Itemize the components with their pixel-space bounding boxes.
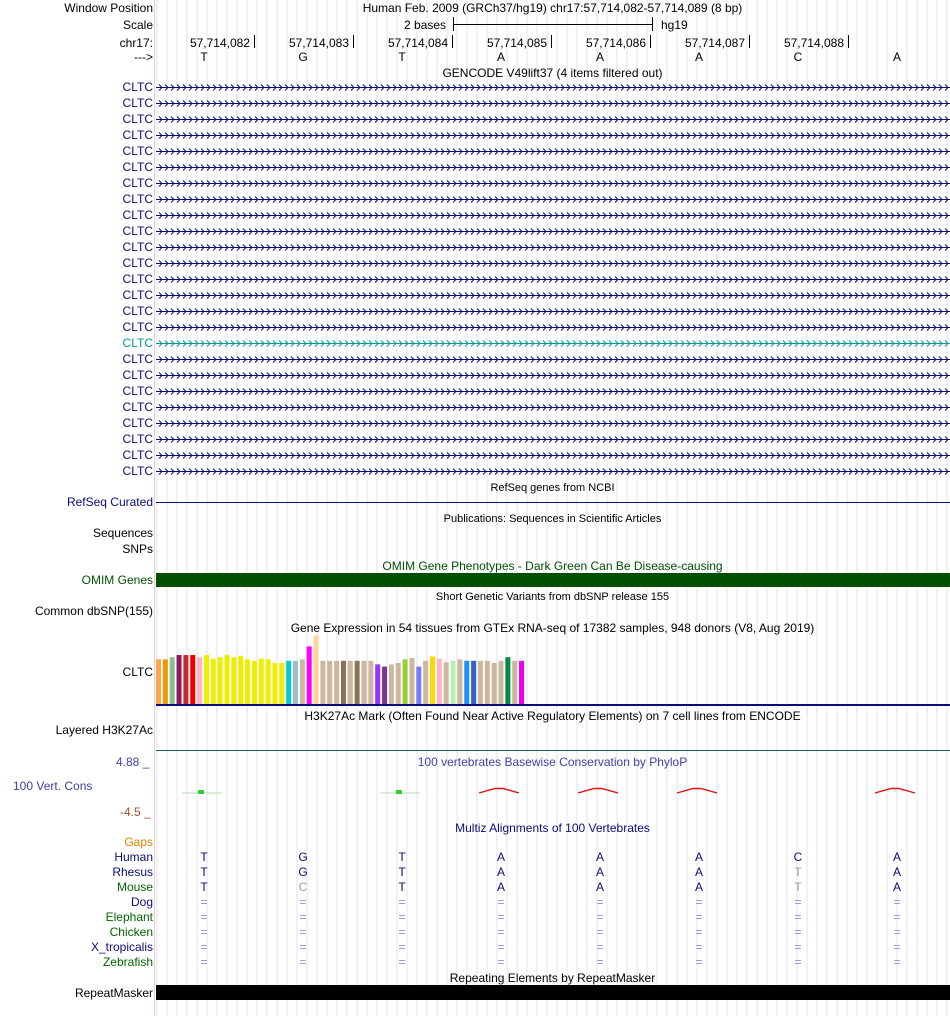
multiz-base: = — [596, 955, 604, 969]
gencode-transcript-line[interactable] — [156, 355, 950, 364]
multiz-base: = — [497, 940, 505, 954]
base-letter: A — [595, 50, 604, 64]
phylop-positive-mark — [396, 790, 402, 794]
multiz-base: = — [596, 940, 604, 954]
phylop-track-title[interactable]: 100 vertebrates Basewise Conservation by PhyloP — [417, 755, 688, 769]
ruler-position-label: 57,714,085 — [486, 36, 547, 50]
gencode-item-label[interactable]: CLTC — [122, 128, 153, 142]
gtex-tissue-bar — [485, 661, 490, 704]
omim-label[interactable]: OMIM Genes — [81, 573, 153, 587]
dbsnp-label[interactable]: Common dbSNP(155) — [34, 604, 153, 618]
multiz-base: = — [200, 910, 208, 924]
multiz-base: = — [398, 940, 406, 954]
gtex-tissue-bar — [505, 657, 510, 704]
multiz-base: T — [794, 880, 802, 894]
gencode-item-label[interactable]: CLTC — [122, 416, 153, 430]
gencode-transcript-line[interactable] — [156, 371, 950, 380]
gtex-tissue-bar — [272, 663, 277, 704]
multiz-base: A — [892, 850, 901, 864]
gtex-tissue-bar — [389, 664, 394, 704]
gencode-item-label[interactable]: CLTC — [122, 464, 153, 478]
gtex-tissue-bar — [423, 661, 428, 704]
multiz-base: = — [596, 910, 604, 924]
multiz-base: T — [398, 880, 406, 894]
ruler-tick — [353, 35, 354, 48]
gencode-transcript-line[interactable] — [156, 99, 950, 108]
gencode-item-label[interactable]: CLTC — [122, 144, 153, 158]
gtex-tissue-bar — [307, 646, 312, 704]
multiz-base: A — [496, 865, 505, 879]
gencode-transcript-line[interactable] — [156, 147, 950, 156]
gtex-tissue-bar — [444, 662, 449, 704]
base-letter: A — [496, 50, 505, 64]
base-letter: T — [398, 50, 406, 64]
multiz-base: = — [794, 895, 802, 909]
multiz-base: = — [299, 925, 307, 939]
gtex-tissue-bar — [409, 658, 414, 704]
multiz-base: = — [794, 910, 802, 924]
multiz-base: T — [200, 865, 208, 879]
gtex-tissue-bar — [368, 661, 373, 704]
gtex-tissue-bar — [457, 659, 462, 704]
multiz-base: A — [595, 865, 604, 879]
multiz-base: A — [694, 880, 703, 894]
multiz-species-label[interactable]: Elephant — [105, 910, 153, 924]
multiz-base: A — [496, 880, 505, 894]
base-letter: G — [298, 50, 308, 64]
gencode-transcript-line[interactable] — [156, 403, 950, 412]
ruler-tick — [749, 35, 750, 48]
gencode-transcript-line[interactable] — [156, 451, 950, 460]
phylop-negative-mark — [677, 789, 717, 794]
gtex-tissue-bar — [314, 636, 319, 704]
multiz-base: T — [398, 865, 406, 879]
gencode-track-title[interactable]: GENCODE V49lift37 (4 items filtered out) — [442, 66, 663, 80]
strand-label: ---> — [134, 50, 153, 64]
window-position-label: Window Position — [64, 1, 153, 15]
gencode-transcript-line[interactable] — [156, 435, 950, 444]
phylop-max-label: 4.88 _ — [116, 755, 150, 769]
ruler-position-label: 57,714,084 — [387, 36, 448, 50]
multiz-track-title[interactable]: Multiz Alignments of 100 Vertebrates — [455, 821, 650, 835]
gencode-item-label[interactable]: CLTC — [122, 320, 153, 334]
gencode-item-label[interactable]: CLTC — [122, 432, 153, 446]
multiz-base: T — [200, 850, 208, 864]
gtex-tissue-bar — [382, 667, 387, 704]
multiz-base: = — [497, 955, 505, 969]
multiz-base: A — [694, 865, 703, 879]
multiz-species-label[interactable]: Human — [114, 850, 153, 864]
phylop-label[interactable]: 100 Vert. Cons — [13, 779, 93, 793]
multiz-base: = — [200, 955, 208, 969]
base-letter: A — [694, 50, 703, 64]
gencode-item-label[interactable]: CLTC — [122, 224, 153, 238]
label-column-border — [154, 0, 155, 1016]
gtex-tissue-bar — [492, 663, 497, 704]
scale-label: Scale — [122, 18, 153, 32]
multiz-species-label[interactable]: Zebrafish — [102, 955, 153, 969]
multiz-base: = — [893, 895, 901, 909]
gencode-item-label[interactable]: CLTC — [122, 272, 153, 286]
publications-snps-label[interactable]: SNPs — [122, 542, 153, 556]
gtex-tissue-bar — [293, 661, 298, 704]
gtex-tissue-bar — [320, 661, 325, 704]
multiz-species-label[interactable]: Mouse — [116, 880, 153, 894]
multiz-base: A — [694, 850, 703, 864]
dbsnp-track-title[interactable]: Short Genetic Variants from dbSNP release 155 — [435, 591, 670, 603]
gencode-transcript-line[interactable] — [156, 291, 950, 300]
refseq-track-title[interactable]: RefSeq genes from NCBI — [490, 482, 615, 494]
gencode-item-label[interactable]: CLTC — [122, 352, 153, 366]
multiz-species-label[interactable]: Dog — [130, 895, 153, 909]
phylop-positive-mark — [198, 790, 204, 794]
gencode-transcript-line[interactable] — [156, 275, 950, 284]
gtex-expression-bars[interactable] — [0, 630, 950, 710]
gtex-tissue-bar — [396, 663, 401, 704]
gencode-item-label[interactable]: CLTC — [122, 240, 153, 254]
multiz-base: = — [200, 940, 208, 954]
chrom-label: chr17: — [119, 36, 153, 50]
gtex-tissue-bar — [334, 661, 339, 704]
gencode-item-label[interactable]: CLTC — [122, 368, 153, 382]
multiz-base: G — [298, 850, 308, 864]
gencode-transcript-line[interactable] — [156, 163, 950, 172]
multiz-species-label[interactable]: Chicken — [109, 925, 153, 939]
multiz-base: = — [794, 925, 802, 939]
gencode-item-label[interactable]: CLTC — [122, 176, 153, 190]
gencode-item-label[interactable]: CLTC — [122, 112, 153, 126]
multiz-base: = — [200, 895, 208, 909]
multiz-base: A — [595, 850, 604, 864]
multiz-base: G — [298, 865, 308, 879]
ruler-position-label: 57,714,083 — [288, 36, 349, 50]
ruler-tick — [452, 35, 453, 48]
gencode-transcript-line[interactable] — [156, 195, 950, 204]
gtex-tissue-bar — [156, 659, 161, 704]
h3k27ac-label[interactable]: Layered H3K27Ac — [55, 723, 153, 737]
gtex-tissue-bar — [252, 661, 257, 704]
scale-bar-left-tick — [453, 17, 454, 31]
publications-track-title[interactable]: Publications: Sequences in Scientific Articles — [443, 513, 662, 525]
multiz-species-label[interactable]: Rhesus — [112, 865, 153, 879]
gtex-tissue-bar — [362, 661, 367, 704]
gtex-tissue-bar — [190, 655, 195, 704]
gencode-transcript-line[interactable] — [156, 115, 950, 124]
gtex-tissue-bar — [183, 655, 188, 704]
multiz-base: A — [496, 850, 505, 864]
gencode-transcript-line[interactable] — [156, 211, 950, 220]
multiz-base: = — [596, 895, 604, 909]
gencode-transcript-line[interactable] — [156, 131, 950, 140]
multiz-base: = — [695, 895, 703, 909]
gencode-transcript-line[interactable] — [156, 467, 950, 476]
gtex-track-title[interactable]: Gene Expression in 54 tissues from GTEx RNA-seq of 17382 samples, 948 donors (V8, Aug 2019) — [290, 621, 815, 635]
multiz-base: = — [794, 940, 802, 954]
multiz-base: = — [299, 910, 307, 924]
multiz-base: = — [893, 910, 901, 924]
multiz-base: = — [299, 940, 307, 954]
gencode-transcript-line[interactable] — [156, 387, 950, 396]
gtex-tissue-bar — [300, 659, 305, 704]
gtex-tissue-bar — [416, 667, 421, 704]
gtex-gene-line — [156, 704, 950, 706]
multiz-base: = — [398, 955, 406, 969]
gtex-tissue-bar — [375, 664, 380, 704]
multiz-base: = — [398, 910, 406, 924]
gtex-tissue-bar — [512, 661, 517, 704]
gtex-tissue-bar — [286, 661, 291, 704]
multiz-base: A — [892, 865, 901, 879]
multiz-base: = — [695, 910, 703, 924]
base-letter: C — [793, 50, 803, 64]
gtex-tissue-bar — [266, 659, 271, 704]
ruler-tick — [254, 35, 255, 48]
gencode-item-label[interactable]: CLTC — [122, 96, 153, 110]
gencode-item-label[interactable]: CLTC — [122, 192, 153, 206]
multiz-base: T — [794, 865, 802, 879]
gtex-tissue-bar — [499, 661, 504, 704]
gencode-item-label[interactable]: CLTC — [122, 160, 153, 174]
omim-gene-bar[interactable] — [156, 573, 950, 587]
gtex-tissue-bar — [478, 661, 483, 704]
ruler-tick — [551, 35, 552, 48]
multiz-base: = — [398, 895, 406, 909]
ruler-position-label: 57,714,082 — [189, 36, 250, 50]
phylop-min-label: -4.5 _ — [120, 805, 151, 819]
gencode-item-label[interactable]: CLTC — [122, 208, 153, 222]
gtex-tissue-bar — [451, 661, 456, 704]
gencode-item-label[interactable]: CLTC — [122, 384, 153, 398]
multiz-base: A — [595, 880, 604, 894]
gencode-item-label[interactable]: CLTC — [122, 448, 153, 462]
gencode-transcript-line[interactable] — [156, 83, 950, 92]
multiz-base: = — [497, 895, 505, 909]
gencode-transcript-line[interactable] — [156, 227, 950, 236]
multiz-base: = — [398, 925, 406, 939]
gencode-item-label[interactable]: CLTC — [122, 304, 153, 318]
phylop-negative-mark — [578, 789, 618, 794]
gencode-transcript-line[interactable] — [156, 323, 950, 332]
publications-sequences-label[interactable]: Sequences — [92, 526, 153, 540]
gtex-tissue-bar — [218, 657, 223, 704]
ruler-tick — [848, 35, 849, 48]
h3k27ac-track-title[interactable]: H3K27Ac Mark (Often Found Near Active Regulatory Elements) on 7 cell lines from ENCODE — [304, 709, 801, 723]
multiz-base: = — [497, 910, 505, 924]
gencode-item-label[interactable]: CLTC — [122, 80, 153, 94]
multiz-base: = — [893, 925, 901, 939]
multiz-base: A — [892, 880, 901, 894]
repeatmasker-track-title[interactable]: Repeating Elements by RepeatMasker — [449, 971, 656, 985]
gtex-tissue-bar — [204, 655, 209, 704]
scale-db-label: hg19 — [661, 18, 688, 32]
repeatmasker-label[interactable]: RepeatMasker — [74, 986, 153, 1000]
multiz-base: = — [893, 940, 901, 954]
gtex-tissue-bar — [403, 659, 408, 704]
multiz-base: = — [695, 925, 703, 939]
gtex-tissue-bar — [163, 659, 168, 704]
gtex-tissue-bar — [211, 659, 216, 704]
ruler-tick — [650, 35, 651, 48]
multiz-base: = — [497, 925, 505, 939]
phylop-plot[interactable] — [0, 760, 950, 820]
gtex-tissue-bar — [327, 661, 332, 704]
ruler-position-label: 57,714,088 — [783, 36, 844, 50]
phylop-negative-mark — [479, 789, 519, 794]
gencode-item-label[interactable]: CLTC — [122, 336, 153, 350]
gtex-tissue-bar — [197, 657, 202, 704]
scale-bases-label: 2 bases — [404, 18, 447, 32]
gencode-transcript-line[interactable] — [156, 339, 950, 348]
multiz-base: = — [695, 940, 703, 954]
multiz-base: C — [793, 850, 803, 864]
gtex-tissue-bar — [225, 655, 230, 704]
gtex-tissue-bar — [519, 661, 524, 704]
multiz-base: = — [893, 955, 901, 969]
scale-bar — [453, 24, 652, 25]
gtex-tissue-bar — [471, 661, 476, 704]
multiz-base: = — [794, 955, 802, 969]
gencode-transcript-line[interactable] — [156, 419, 950, 428]
multiz-species-label[interactable]: X_tropicalis — [90, 940, 153, 954]
assembly-title: Human Feb. 2009 (GRCh37/hg19) chr17:57,714,082-57,714,089 (8 bp) — [362, 1, 743, 15]
multiz-base: = — [695, 955, 703, 969]
multiz-base: T — [200, 880, 208, 894]
multiz-gaps-label[interactable]: Gaps — [124, 835, 153, 849]
omim-track-title[interactable]: OMIM Gene Phenotypes - Dark Green Can Be Disease-causing — [382, 559, 723, 573]
multiz-base: C — [298, 880, 308, 894]
gencode-transcript-line[interactable] — [156, 243, 950, 252]
gtex-tissue-bar — [245, 659, 250, 704]
gtex-tissue-bar — [279, 663, 284, 704]
gencode-transcript-line[interactable] — [156, 259, 950, 268]
gencode-item-label[interactable]: CLTC — [122, 256, 153, 270]
base-letter: T — [200, 50, 208, 64]
base-letter: A — [892, 50, 901, 64]
gtex-tissue-bar — [437, 659, 442, 704]
phylop-negative-mark — [875, 789, 915, 794]
gencode-transcript-line[interactable] — [156, 179, 950, 188]
ruler-position-label: 57,714,086 — [585, 36, 646, 50]
repeatmasker-bar[interactable] — [156, 985, 950, 1000]
gtex-tissue-bar — [231, 657, 236, 704]
multiz-base: = — [299, 895, 307, 909]
gtex-gene-label[interactable]: CLTC — [122, 665, 153, 679]
ruler-position-label: 57,714,087 — [684, 36, 745, 50]
gtex-tissue-bar — [341, 661, 346, 704]
gtex-tissue-bar — [348, 661, 353, 704]
multiz-base: = — [596, 925, 604, 939]
gtex-tissue-bar — [177, 655, 182, 704]
gtex-tissue-bar — [259, 659, 264, 704]
gencode-item-label[interactable]: CLTC — [122, 400, 153, 414]
multiz-base: = — [299, 955, 307, 969]
gencode-item-label[interactable]: CLTC — [122, 288, 153, 302]
gtex-tissue-bar — [355, 661, 360, 704]
gtex-tissue-bar — [238, 656, 243, 704]
refseq-gene-line[interactable] — [156, 502, 950, 503]
gtex-tissue-bar — [170, 657, 175, 704]
h3k27ac-baseline — [156, 750, 950, 751]
multiz-base: = — [200, 925, 208, 939]
scale-bar-right-tick — [652, 17, 653, 31]
refseq-label[interactable]: RefSeq Curated — [66, 495, 153, 509]
gtex-tissue-bar — [464, 661, 469, 704]
gencode-transcript-line[interactable] — [156, 307, 950, 316]
multiz-base: T — [398, 850, 406, 864]
gtex-tissue-bar — [430, 656, 435, 704]
